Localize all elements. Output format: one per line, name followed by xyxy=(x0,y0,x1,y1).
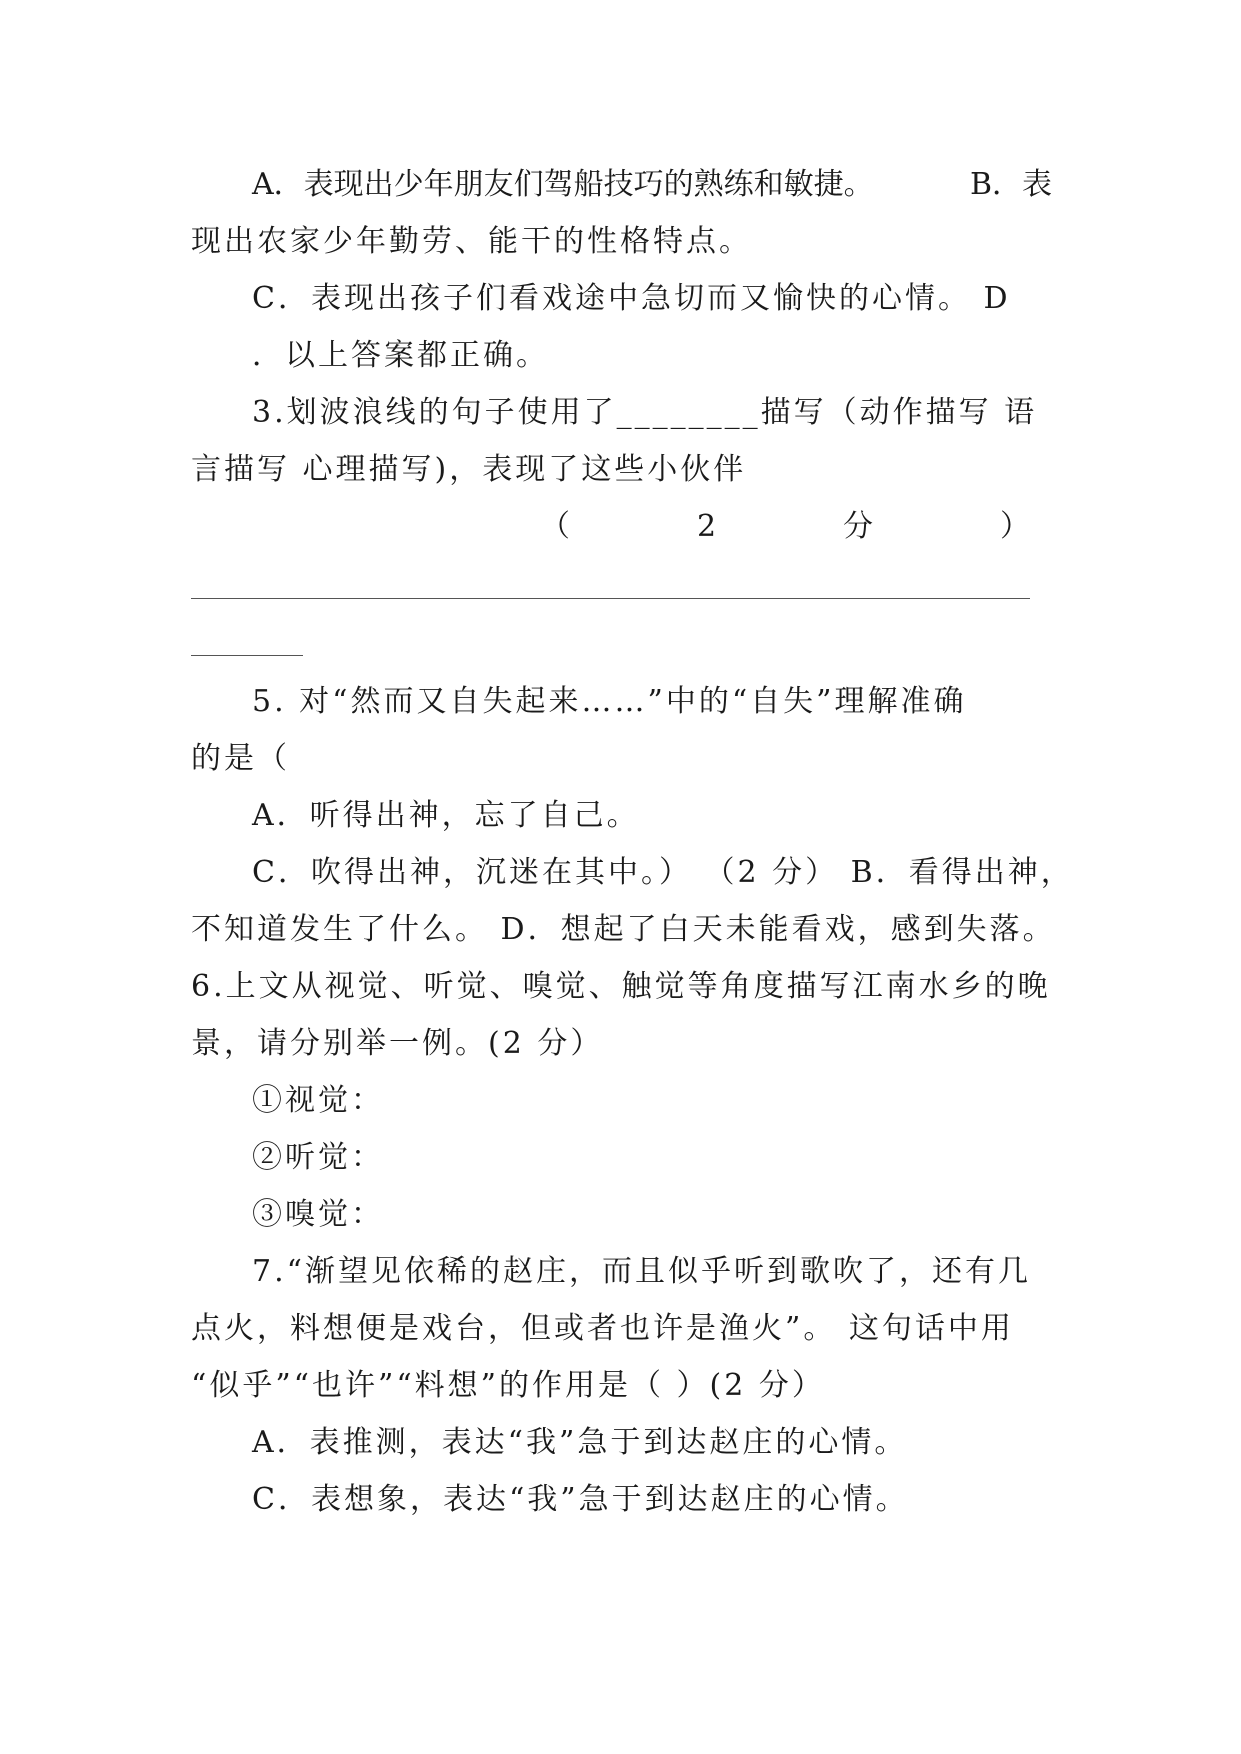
question-7-option-a: A．表推测，表达“我”急于到达赵庄的心情。 xyxy=(252,1425,908,1460)
question-5-option-a: A．听得出神，忘了自己。 xyxy=(252,798,640,833)
question-5-option-b-d: 不知道发生了什么。 D．想起了白天未能看戏，感到失落。 xyxy=(191,912,1056,947)
question-5-text: 5. 对“然而又自失起来……”中的“自失”理解准确 xyxy=(252,684,967,719)
option-a-text: A．表现出少年朋友们驾船技巧的熟练和敏捷。 xyxy=(252,167,874,202)
question-6-text-continued: 景，请分别举一例。(2 分） xyxy=(191,1026,604,1061)
question-3-text-continued: 言描写 心理描写)，表现了这些小伙伴 xyxy=(191,452,747,487)
score-points: 2 xyxy=(696,509,717,544)
question-3-text: 3.划波浪线的句子使用了________描写（动作描写 语 xyxy=(252,395,1038,430)
question-7-prompt: “似乎”“也许”“料想”的作用是（ ）(2 分） xyxy=(191,1368,825,1403)
score-close-paren: ） xyxy=(1000,509,1030,544)
question-7-option-c: C．表想象，表达“我”急于到达赵庄的心情。 xyxy=(252,1482,909,1517)
question-3-score xyxy=(540,507,1030,547)
question-6-visual: ①视觉： xyxy=(252,1083,384,1118)
question-6-text: 6.上文从视觉、听觉、嗅觉、触觉等角度描写江南水乡的晚 xyxy=(191,969,1051,1004)
question-5-text-continued: 的是（ xyxy=(191,741,290,776)
option-b-text-continued: 现出农家少年勤劳、能干的性格特点。 xyxy=(191,224,752,259)
question-5-option-c-b: C．吹得出神，沉迷在其中。） （2 分） B．看得出神， xyxy=(252,855,1074,890)
option-b-text-start: B．表 xyxy=(969,167,1052,202)
score-open-paren: （ xyxy=(540,509,570,544)
answer-line-1 xyxy=(191,598,1030,599)
question-6-smell: ③嗅觉： xyxy=(252,1197,384,1232)
answer-line-2 xyxy=(191,655,303,656)
score-unit: 分 xyxy=(843,509,874,544)
question-2-option-a-b xyxy=(252,165,1052,205)
question-7-text: 7.“渐望见依稀的赵庄，而且似乎听到歌吹了，还有几 xyxy=(252,1254,1031,1289)
option-c-d-text: C．表现出孩子们看戏途中急切而又愉快的心情。 D xyxy=(252,281,1011,316)
option-d-text: ．以上答案都正确。 xyxy=(252,338,549,373)
question-7-text-continued: 点火，料想便是戏台，但或者也许是渔火”。 这句话中用 xyxy=(191,1311,1014,1346)
question-6-hearing: ②听觉： xyxy=(252,1140,384,1175)
